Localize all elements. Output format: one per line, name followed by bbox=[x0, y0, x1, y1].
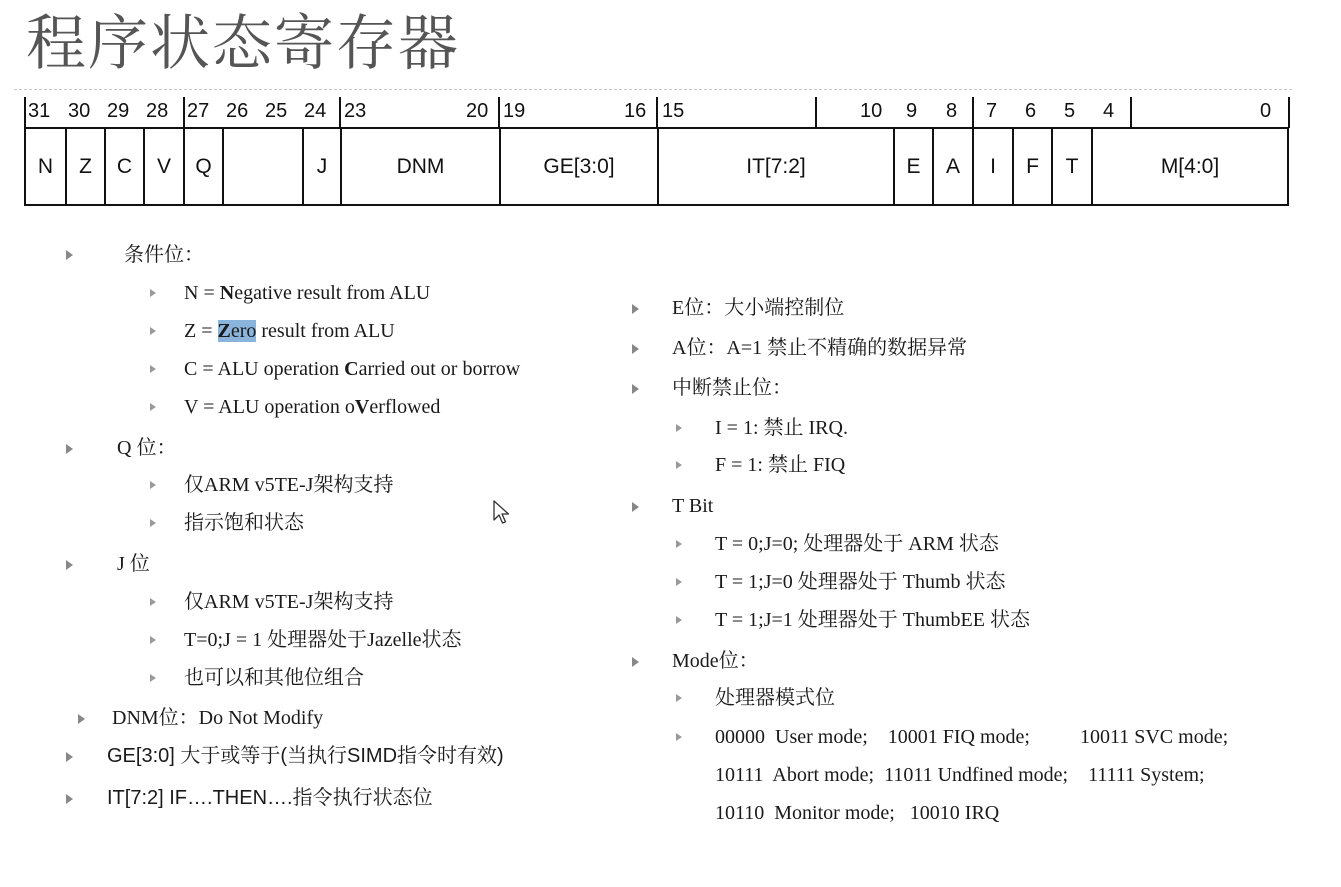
bullet-arrow-icon bbox=[676, 461, 682, 469]
page-title: 程序状态寄存器 bbox=[26, 9, 460, 79]
list-item: N = Negative result from ALU bbox=[184, 282, 431, 304]
bullet-arrow-icon bbox=[632, 304, 639, 314]
list-item: V = ALU operation oVerflowed bbox=[184, 396, 441, 418]
bullet-arrow-icon bbox=[632, 344, 639, 354]
bullet-arrow-icon bbox=[78, 714, 85, 724]
bit-number: 0 bbox=[1260, 100, 1272, 122]
field-e: E bbox=[893, 127, 932, 206]
bit-number: 24 bbox=[304, 100, 327, 122]
bullet-arrow-icon bbox=[632, 384, 639, 394]
list-item: Z = Zero result from ALU bbox=[184, 320, 395, 342]
bit-number: 27 bbox=[187, 100, 210, 122]
bullet-arrow-icon bbox=[150, 636, 156, 644]
field-v: V bbox=[143, 127, 183, 206]
bit-number: 19 bbox=[503, 100, 526, 122]
bit-number: 15 bbox=[662, 100, 685, 122]
bit-number: 31 bbox=[28, 100, 51, 122]
list-item: I = 1: 禁止 IRQ. bbox=[715, 417, 848, 439]
text-selection: Zero bbox=[217, 320, 257, 342]
bullet-arrow-icon bbox=[150, 365, 156, 373]
bit-number: 20 bbox=[466, 100, 489, 122]
bullet-arrow-icon bbox=[632, 502, 639, 512]
j-heading: J 位 bbox=[117, 553, 150, 575]
list-item: 也可以和其他位组合 bbox=[184, 667, 364, 689]
list-item: T = 0;J=0; 处理器处于 ARM 状态 bbox=[715, 533, 999, 555]
bullet-arrow-icon bbox=[676, 540, 682, 548]
bit-tick bbox=[183, 97, 185, 128]
bit-tick bbox=[815, 97, 817, 128]
field-mode: M[4:0] bbox=[1091, 127, 1287, 206]
field-t: T bbox=[1051, 127, 1091, 206]
list-item: T = 1;J=0 处理器处于 Thumb 状态 bbox=[715, 571, 1006, 593]
bit-number: 23 bbox=[344, 100, 367, 122]
bit-number: 26 bbox=[226, 100, 249, 122]
a-bit-item: A位：A=1 禁止不精确的数据异常 bbox=[672, 337, 968, 359]
field-dnm: DNM bbox=[340, 127, 499, 206]
field-z: Z bbox=[65, 127, 104, 206]
field-f: F bbox=[1012, 127, 1051, 206]
bullet-arrow-icon bbox=[632, 657, 639, 667]
bullet-arrow-icon bbox=[66, 752, 73, 762]
bit-number: 25 bbox=[265, 100, 288, 122]
bit-number: 16 bbox=[624, 100, 647, 122]
bullet-arrow-icon bbox=[150, 289, 156, 297]
list-item: 指示饱和状态 bbox=[184, 512, 304, 534]
field-it: IT[7:2] bbox=[657, 127, 893, 206]
bullet-arrow-icon bbox=[150, 481, 156, 489]
field-j: J bbox=[302, 127, 340, 206]
mode-line: 10110 Monitor mode; 10010 IRQ bbox=[715, 802, 1000, 824]
cond-heading: 条件位： bbox=[124, 244, 204, 266]
bit-tick bbox=[972, 97, 974, 128]
bullet-arrow-icon bbox=[66, 560, 73, 570]
bullet-arrow-icon bbox=[676, 616, 682, 624]
bullet-arrow-icon bbox=[66, 444, 73, 454]
bit-tick bbox=[498, 97, 500, 128]
bit-number: 9 bbox=[906, 100, 918, 122]
t-heading: T Bit bbox=[672, 495, 714, 517]
bit-number: 4 bbox=[1103, 100, 1115, 122]
field-q: Q bbox=[183, 127, 222, 206]
bit-tick bbox=[1130, 97, 1132, 128]
bullet-arrow-icon bbox=[676, 694, 682, 702]
bullet-arrow-icon bbox=[150, 327, 156, 335]
bit-tick bbox=[24, 97, 26, 128]
it-item: IT[7:2] IF….THEN….指令执行状态位 bbox=[107, 787, 433, 809]
e-bit-item: E位：大小端控制位 bbox=[672, 297, 845, 319]
bullet-arrow-icon bbox=[676, 733, 682, 741]
bit-number: 28 bbox=[146, 100, 169, 122]
bit-number: 8 bbox=[946, 100, 958, 122]
bit-tick bbox=[1288, 97, 1290, 128]
bit-tick bbox=[656, 97, 658, 128]
field-reserved bbox=[222, 127, 302, 206]
bit-number: 7 bbox=[986, 100, 998, 122]
bullet-arrow-icon bbox=[66, 794, 73, 804]
bit-number: 10 bbox=[860, 100, 883, 122]
mode-heading: Mode位： bbox=[672, 650, 759, 672]
list-item: 仅ARM v5TE-J架构支持 bbox=[184, 474, 394, 496]
list-item: T = 1;J=1 处理器处于 ThumbEE 状态 bbox=[715, 609, 1030, 631]
field-ge: GE[3:0] bbox=[499, 127, 657, 206]
list-item: 处理器模式位 bbox=[715, 687, 835, 709]
list-item: 仅ARM v5TE-J架构支持 bbox=[184, 591, 394, 613]
bit-number: 29 bbox=[107, 100, 130, 122]
mode-line: 00000 User mode; 10001 FIQ mode; 10011 SVC mode; bbox=[715, 726, 1229, 748]
bullet-arrow-icon bbox=[676, 578, 682, 586]
bullet-arrow-icon bbox=[150, 674, 156, 682]
int-heading: 中断禁止位： bbox=[672, 377, 792, 399]
mode-line: 10111 Abort mode; 11011 Undfined mode; 11111 System; bbox=[715, 764, 1205, 786]
bullet-arrow-icon bbox=[676, 424, 682, 432]
q-heading: Q 位： bbox=[117, 437, 177, 459]
field-c: C bbox=[104, 127, 143, 206]
field-a: A bbox=[932, 127, 972, 206]
field-i: I bbox=[972, 127, 1012, 206]
mouse-cursor-icon bbox=[493, 500, 511, 526]
bullet-arrow-icon bbox=[150, 519, 156, 527]
ge-item: GE[3:0] 大于或等于(当执行SIMD指令时有效) bbox=[107, 745, 504, 767]
bullet-arrow-icon bbox=[150, 403, 156, 411]
bit-number: 6 bbox=[1025, 100, 1037, 122]
bullet-arrow-icon bbox=[150, 598, 156, 606]
field-n: N bbox=[37, 155, 54, 178]
register-diagram bbox=[0, 0, 1341, 220]
bit-number: 30 bbox=[68, 100, 91, 122]
list-item: F = 1: 禁止 FIQ bbox=[715, 454, 846, 476]
dnm-item: DNM位：Do Not Modify bbox=[112, 707, 324, 729]
bit-tick bbox=[339, 97, 341, 128]
bit-number: 5 bbox=[1064, 100, 1076, 122]
list-item: C = ALU operation Carried out or borrow bbox=[184, 358, 521, 380]
list-item: T=0;J = 1 处理器处于Jazelle状态 bbox=[184, 629, 462, 651]
bullet-arrow-icon bbox=[66, 250, 73, 260]
